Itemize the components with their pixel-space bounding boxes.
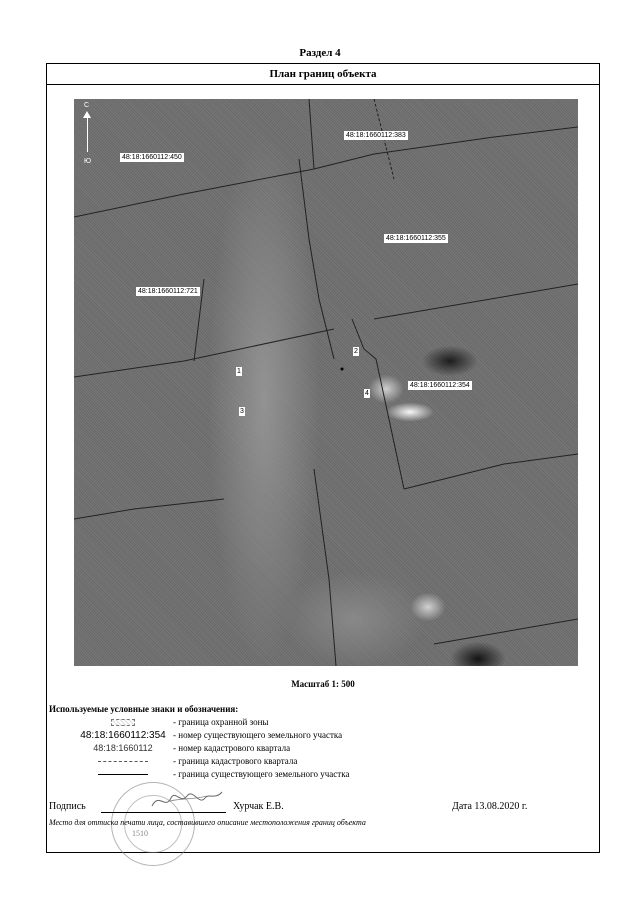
legend-symbol: 48:18:1660112:354 [80, 730, 166, 741]
parcel-label: 48:18:1660112:383 [346, 132, 406, 139]
section-title: Раздел 4 [299, 47, 341, 59]
map-scale: Масштаб 1: 500 [291, 679, 355, 689]
point-mark: 2 [354, 348, 358, 355]
handwritten-signature [147, 784, 227, 814]
legend-text: - граница кадастрового квартала [173, 756, 298, 766]
legend-text: - граница существующего земельного участка [173, 769, 350, 779]
north-label: С [84, 102, 90, 109]
legend-title: Используемые условные знаки и обозначения: [49, 704, 239, 714]
point-mark: 1 [237, 368, 241, 375]
parcel-label: 48:18:1660112:721 [138, 288, 198, 295]
point-mark: 3 [240, 408, 244, 415]
aerial-map [74, 99, 578, 666]
legend-item [47, 730, 567, 742]
plan-title: План границ объекта [47, 64, 599, 85]
arrow-shaft [87, 116, 88, 152]
point-mark: 4 [365, 390, 369, 397]
legend-item [47, 769, 567, 781]
stamp-note: Место для оттиска печати лица, составившего описание местоположения границ объекта [49, 818, 366, 827]
protection-zone-symbol-icon [111, 719, 135, 726]
quarter-boundary-symbol-icon [98, 761, 148, 762]
legend-symbol: 48:18:1660112 [93, 743, 153, 753]
parcel-boundary-symbol-icon [98, 774, 148, 775]
legend-text: - номер существующего земельного участка [173, 730, 343, 740]
parcel-label: 48:18:1660112:450 [122, 154, 182, 161]
legend-text: - граница охранной зоны [173, 717, 269, 727]
boundary-lines [74, 99, 578, 666]
document-frame [46, 63, 600, 853]
signer-name: Хурчак Е.В. [233, 801, 284, 812]
legend-item [47, 756, 567, 768]
stamp-number: 1510 [132, 829, 148, 838]
signature-label: Подпись [49, 801, 86, 812]
legend-item [47, 743, 567, 755]
legend-item [47, 717, 567, 729]
parcel-label: 48:18:1660112:354 [410, 382, 470, 389]
north-arrow [80, 102, 96, 182]
document-date: Дата 13.08.2020 г. [452, 801, 528, 812]
legend-text: - номер кадастрового квартала [173, 743, 291, 753]
south-label: Ю [84, 158, 92, 165]
parcel-label: 48:18:1660112:355 [386, 235, 446, 242]
signature-line [101, 812, 226, 813]
